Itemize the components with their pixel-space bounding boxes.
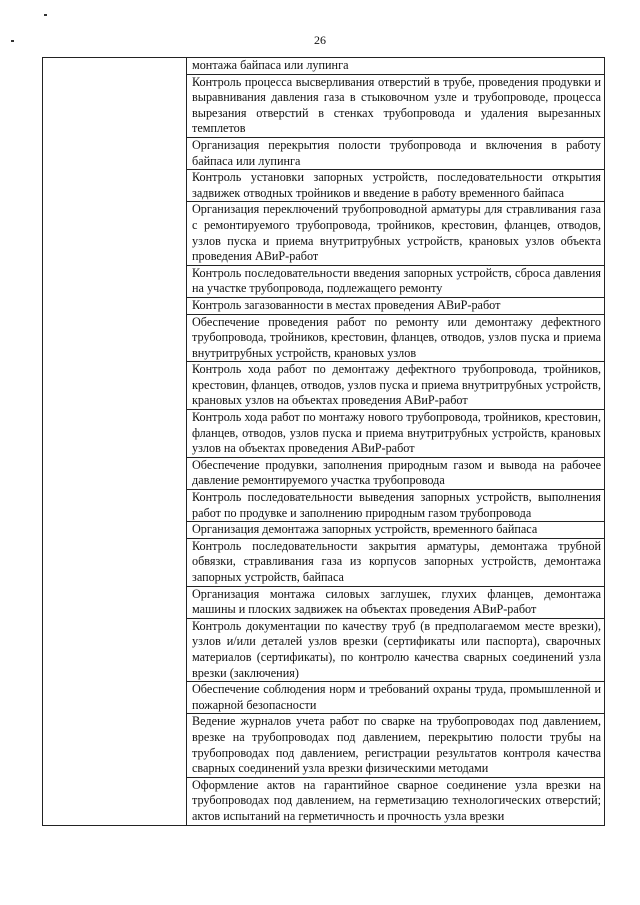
table-cell [187,137,605,169]
row-text: Организация переключений трубопроводной арматуры для стравливания газа с ремонтируемого трубопровода, тройников, крестовин, фланцев, отводов, узлов пуска и приема внутритрубных устройств, крановых узлов объекта проведения АВиР-работ [192,202,601,264]
table-cell [187,314,605,362]
table-cell [187,170,605,202]
row-text: Организация монтажа силовых заглушек, глухих фланцев, демонтажа машины и плоских задвижек на объектах проведения АВиР-работ [192,586,601,617]
table-cell [187,586,605,618]
table-cell [187,58,605,75]
row-text: Контроль последовательности закрытия арматуры, демонтажа трубной обвязки, стравливания газа из корпусов запорных устройств, демонтажа запорных устройств, байпаса [192,538,601,584]
table-cell [187,522,605,539]
row-text: Контроль хода работ по монтажу нового трубопровода, тройников, крестовин, фланцев, отводов, узлов пуска и приема внутритрубных устройств, крановых узлов на объектах проведения АВиР-работ [192,410,601,456]
table-cell [187,457,605,489]
row-text: Оформление актов на гарантийное сварное соединение узла врезки на трубопроводах под давлением, на герметизацию технологических отверстий; актов испытаний на герметичность и прочность узла врезки [192,777,601,823]
scan-mark [44,14,47,16]
table-row [43,58,605,75]
table-cell [187,362,605,410]
row-text: Организация демонтажа запорных устройств, временного байпаса [192,522,538,537]
row-text: монтажа байпаса или лупинга [192,58,349,72]
table-cell [187,265,605,297]
row-text: Контроль процесса высверливания отверстий в трубе, проведения продувки и выравнивания давления газа в стыковочном узле и трубопроводе, процесса вырезания отверстий в стенках трубопровода и удаления вырезанных темплетов [192,74,601,136]
row-text: Контроль установки запорных устройств, последовательности открытия задвижек отводных тройников и введение в работу временного байпаса [192,170,601,200]
row-text: Контроль последовательности введения запорных устройств, сброса давления на участке трубопровода, подлежащего ремонту [192,265,601,296]
table-cell [187,777,605,825]
row-text: Обеспечение продувки, заполнения природным газом и вывода на рабочее давление ремонтируемого участка трубопровода [192,457,601,488]
table-cell [187,297,605,314]
row-text: Контроль хода работ по демонтажу дефектного трубопровода, тройников, крестовин, фланцев, отводов, узлов пуска и приема внутритрубных устройств, крановых узлов на объектах проведения АВиР-работ [192,362,601,408]
table-cell [187,490,605,522]
row-text: Ведение журналов учета работ по сварке на трубопроводах под давлением, врезке на трубопроводах под давлением, перекрытию полости трубы на трубопроводах под давлением, регистрации результатов контроля качества сварных соединений узла врезки физическими методами [192,714,601,776]
row-text: Контроль документации по качеству труб (в предполагаемом месте врезки), узлов и/или деталей узлов врезки (сертификаты или паспорта), сварочных материалов (сертификаты), по контролю качества сварных соединений узла врезки (заключения) [192,618,601,680]
table-cell [187,74,605,137]
table-cell [187,682,605,714]
page-number: 26 [314,33,326,47]
table-cell [187,618,605,681]
row-text: Обеспечение проведения работ по ремонту или демонтажу дефектного трубопровода, тройников, крестовин, фланцев, отводов, узлов пуска и приема внутритрубных устройств, крановых узлов [192,314,601,360]
table-cell [187,202,605,265]
row-text: Контроль последовательности выведения запорных устройств, выполнения работ по продувке и заполнению природным газом трубопровода [192,490,601,520]
row-text: Контроль загазованности в местах проведения АВиР-работ [192,297,501,312]
row-text: Организация перекрытия полости трубопровода и включения в работу байпаса или лупинга [192,137,601,168]
duties-table [42,57,605,826]
table-cell [187,538,605,586]
row-text: Обеспечение соблюдения норм и требований охраны труда, промышленной и пожарной безопасности [192,682,601,712]
table-cell [187,410,605,458]
left-column-cell [43,58,187,826]
table-cell [187,714,605,777]
